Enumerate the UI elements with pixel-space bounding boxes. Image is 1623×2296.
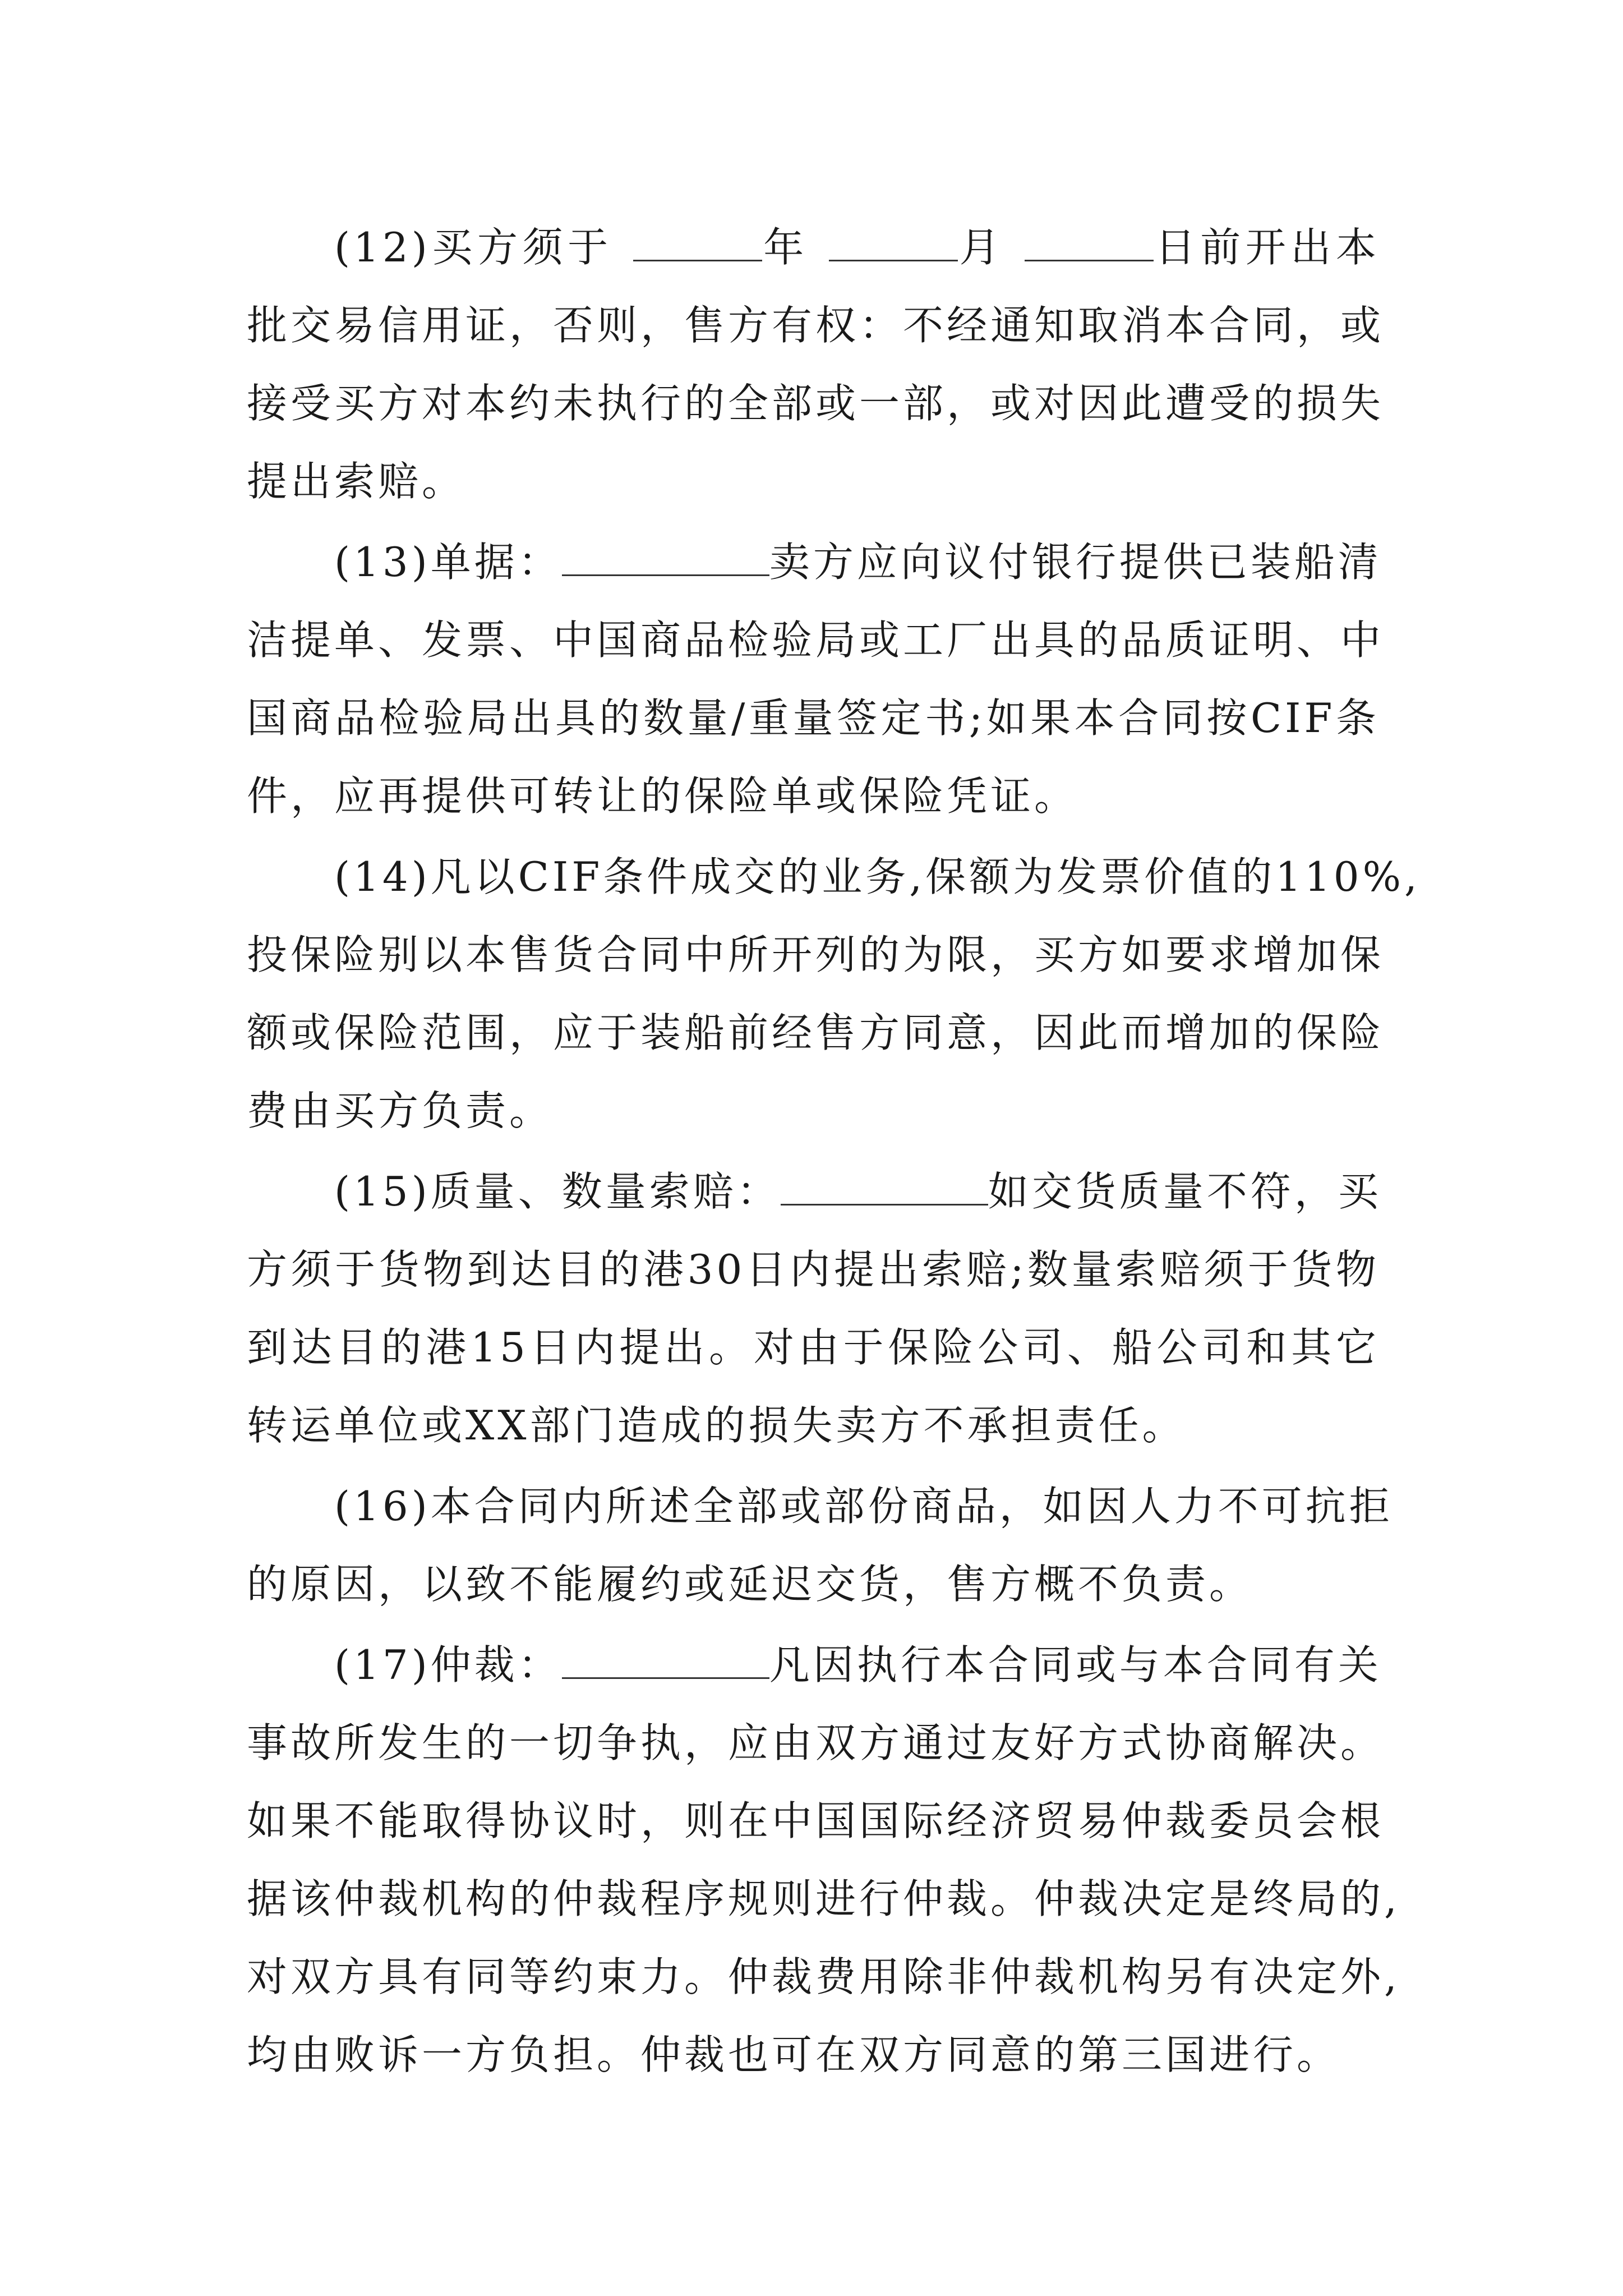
clause-14-line-2: 投保险别以本售货合同中所开列的为限，买方如要求增加保 bbox=[247, 931, 1385, 978]
clause-15-label: (15)质量、数量索赔： bbox=[334, 1168, 781, 1215]
clause-12-line-2: 批交易信用证，否则，售方有权：不经通知取消本合同，或 bbox=[247, 302, 1385, 349]
clause-12-text-start: 日前开出本 bbox=[1154, 224, 1380, 271]
day-blank[interactable] bbox=[1025, 220, 1154, 261]
month-label: 月 bbox=[957, 224, 1005, 271]
clause-12-line-1 bbox=[247, 209, 1380, 287]
clause-13-text-start: 卖方应向议付银行提供已装船清 bbox=[769, 539, 1382, 586]
clause-12-line-3: 接受买方对本约未执行的全部或一部，或对因此遭受的损失 bbox=[247, 380, 1385, 427]
arbitration-blank[interactable] bbox=[562, 1638, 769, 1679]
year-blank[interactable] bbox=[633, 220, 762, 261]
clause-13 bbox=[247, 523, 1385, 835]
clause-15-line-1 bbox=[247, 1153, 1380, 1231]
clause-14-line-4: 费由买方负责。 bbox=[247, 1087, 554, 1134]
clause-17-line-6: 均由败诉一方负担。仲裁也可在双方同意的第三国进行。 bbox=[247, 2031, 1341, 2078]
clause-13-line-4: 件，应再提供可转让的保险单或保险凭证。 bbox=[247, 772, 1078, 820]
clause-12 bbox=[247, 209, 1385, 521]
clause-13-label: (13)单据： bbox=[334, 539, 562, 586]
clause-13-line-1 bbox=[247, 523, 1380, 601]
clause-16 bbox=[247, 1467, 1393, 1623]
clause-15-line-4: 转运单位或XX部门造成的损失卖方不承担责任。 bbox=[247, 1402, 1186, 1449]
clause-17-line-2: 事故所发生的一切争执，应由双方通过友好方式协商解决。 bbox=[247, 1719, 1385, 1766]
clause-17-line-3: 如果不能取得协议时，则在中国国际经济贸易仲裁委员会根 bbox=[247, 1797, 1385, 1844]
clause-17-label: (17)仲裁： bbox=[334, 1641, 562, 1688]
clause-15-text-start: 如交货质量不符，买 bbox=[988, 1168, 1382, 1215]
clause-16-line-2: 的原因，以致不能履约或延迟交货，售方概不负责。 bbox=[247, 1561, 1253, 1608]
clause-12-line-4: 提出索赔。 bbox=[247, 458, 466, 505]
clause-12-label: (12)买方须于 bbox=[334, 224, 613, 271]
clause-15-line-3: 到达目的港15日内提出。对由于保险公司、船公司和其它 bbox=[247, 1324, 1380, 1371]
year-label: 年 bbox=[762, 224, 809, 271]
clause-16-line-1: (16)本合同内所述全部或部份商品，如因人力不可抗拒 bbox=[334, 1483, 1393, 1530]
clause-17 bbox=[247, 1626, 1400, 2094]
clause-15 bbox=[247, 1153, 1380, 1465]
documents-blank[interactable] bbox=[562, 535, 769, 576]
clause-14-line-1: (14)凡以CIF条件成交的业务,保额为发票价值的110%, bbox=[334, 853, 1421, 900]
clause-17-line-4: 据该仲裁机构的仲裁程序规则进行仲裁。仲裁决定是终局的, bbox=[247, 1875, 1400, 1922]
month-blank[interactable] bbox=[829, 220, 958, 261]
clause-13-line-2: 洁提单、发票、中国商品检验局或工厂出具的品质证明、中 bbox=[247, 616, 1385, 664]
clause-17-line-1 bbox=[247, 1626, 1380, 1704]
clause-13-line-3: 国商品检验局出具的数量/重量签定书;如果本合同按CIF条 bbox=[247, 694, 1380, 742]
clause-15-line-2: 方须于货物到达目的港30日内提出索赔;数量索赔须于货物 bbox=[247, 1246, 1380, 1293]
clause-14-line-3: 额或保险范围，应于装船前经售方同意，因此而增加的保险 bbox=[247, 1009, 1385, 1056]
contract-clauses bbox=[247, 209, 1421, 2094]
clause-14 bbox=[247, 838, 1421, 1150]
clause-17-line-5: 对双方具有同等约束力。仲裁费用除非仲裁机构另有决定外, bbox=[247, 1953, 1400, 2000]
claims-blank[interactable] bbox=[781, 1165, 988, 1205]
clause-17-text-start: 凡因执行本合同或与本合同有关 bbox=[769, 1641, 1382, 1688]
